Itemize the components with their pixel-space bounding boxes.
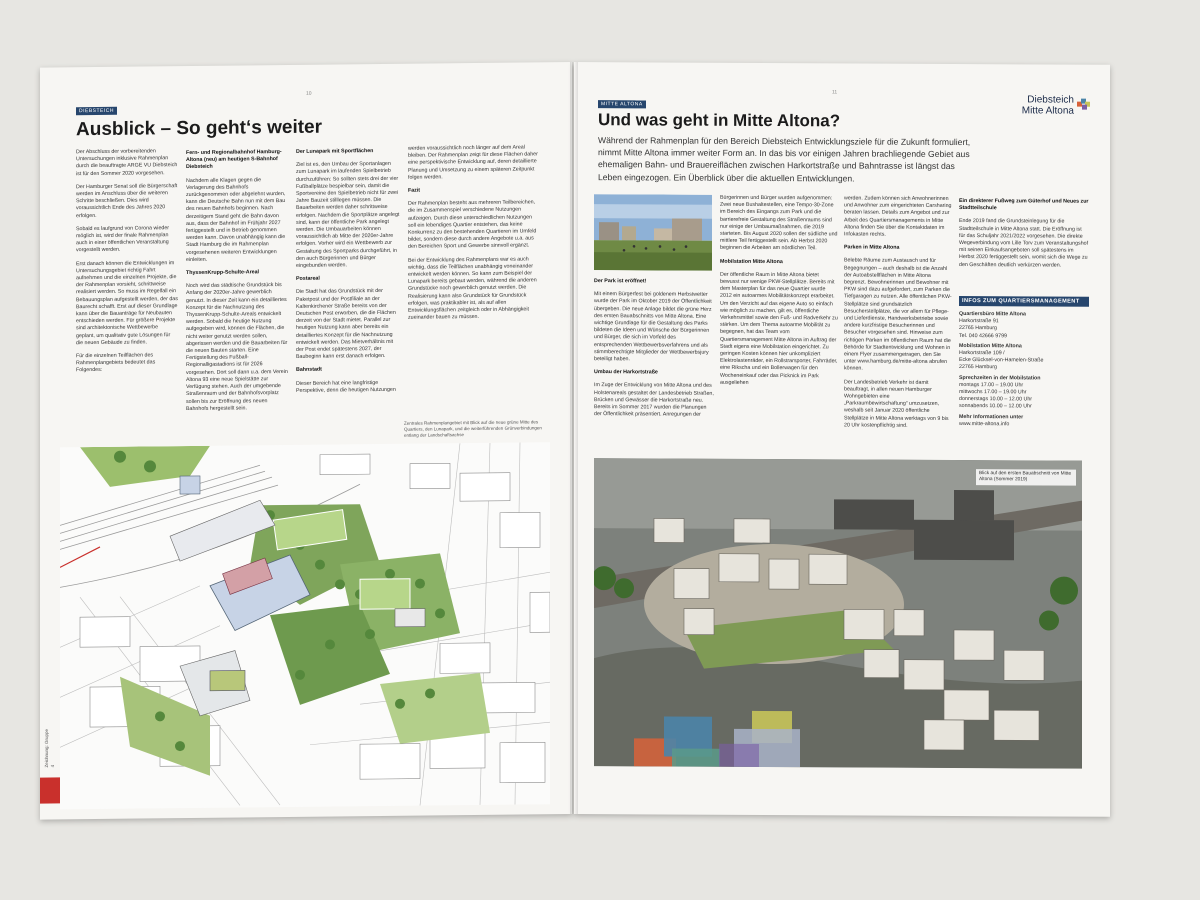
park-photo	[594, 194, 712, 271]
info-line: montags 17.00 – 19.00 Uhr	[959, 381, 1024, 389]
right-page	[574, 62, 1110, 817]
text-column-4	[408, 144, 538, 328]
paragraph: Ende 2019 fand die Grundsteinlegung für die Stadtteilschule in Mitte Altona statt. Die Eröffnung ist für das Schuljahr 2021/2022 vorgesehen. Die direkte Wegeverbindung vom Lille Torv zum Veranstaltungshof mit seinen Einkaufsangeboten soll spätestens im Herbst 2020 fertiggestellt sein, womit sich die Wege zu den Geschäften deutlich verkürzen werden.	[959, 218, 1089, 269]
info-line: Harkortstraße 91	[959, 318, 999, 325]
info-line: 22765 Hamburg	[959, 364, 997, 371]
info-heading: Quartiersbüro Mitte Altona	[959, 311, 1026, 318]
subheading: Fazit	[408, 187, 421, 194]
page-title: Und was geht in Mitte Altona?	[598, 110, 841, 131]
section-tag: DIEBSTEICH	[76, 107, 117, 115]
subheading: Der Park ist eröffnet!	[594, 278, 647, 285]
info-line: sonnabends 10.00 – 12.00 Uhr	[959, 403, 1032, 410]
paragraph: Für die einzelnen Teilflächen des Rahmenplangebiets bedeutet das Folgendes:	[76, 352, 156, 374]
aerial-photo	[594, 458, 1082, 769]
brand-logo	[1022, 94, 1074, 116]
aerial-caption: Blick auf den ersten Bauabschnitt von Mitte Altona (Sommer 2019)	[976, 469, 1076, 486]
text-column-1	[594, 276, 714, 425]
info-line: Tel. 040 42666 9799	[959, 332, 1008, 339]
info-line: Harkortstraße 109 /	[959, 350, 1005, 357]
paragraph: Bürgerinnen und Bürger wurden aufgenommen: Zwei neue Bushaltestellen, eine Tempo-30-Zone im Bereich des Eingangs zum Park und die barrierefreie Gestaltung des Straßenraums sind nur einige der Umbaumaßnahmen, die 2019 starteten. Bis August 2020 sollen der südliche und mittlere Teil fertiggestellt sein. Ab Herbst 2020 beginnen die Arbeiten am nördlichen Teil.	[720, 194, 838, 252]
subheading: Postareal	[296, 275, 320, 283]
subheading: Umbau der Harkortstraße	[594, 369, 658, 376]
paragraph: Der Hamburger Senat soll die Bürgerschaft werden im Anschluss über die weiteren Schritte beschließen. Dies wird voraussichtlich Ende des Jahres 2020 erfolgen.	[76, 182, 178, 219]
info-line: donnerstags 10.00 – 12.00 Uhr	[959, 396, 1033, 403]
paragraph: werden voraussichtlich noch länger auf dem Areal bleiben. Der Rahmenplan zeigt für diese Flächen daher eine perspektivische Entwicklung auf, deren detaillierte Planung und Umsetzung zu einem späteren Zeitpunkt folgen werden.	[408, 144, 538, 181]
masterplan-illustration	[60, 442, 550, 809]
paragraph: Der Abschluss der vorbereitenden Untersuchungen inklusive Rahmenplan durch die beauftragte ARGE VU Diebsteich ist für den Sommer 2020 vorgesehen.	[76, 148, 178, 177]
paragraph: Mit einem Bürgerfest bei goldenem Herbstwetter wurde der Park im Oktober 2019 der Öffentlichkeit übergeben. Die neue Anlage bildet die grüne Herz des ersten Bauabschnitts von Mitte Altona. Eine wichtige Grundlage für die Gestaltung des Parks bildeten die Ideen und Wünsche der Bürgerinnen und Bürger, die sich im Vorfeld des entsprechenden Wettbewerbsverfahrens und als stimmberechtigte Mitglieder der Wettbewerbsjury beteiligt haben.	[594, 291, 712, 363]
paragraph: Noch wird das städtische Grundstück bis Anfang der 2020er-Jahre gewerblich genutzt. In dieser Zeit kann ein detailliertes Konzept für die Nachnutzung des ThyssenKrupp-Schulte-Areals entwickelt werden. Sobald die heutige Nutzung aufgegeben wird, können die Flächen, die nicht weiter genutzt werden sollen, abgerissen werden und die Bauarbeiten für die neuen Bauten starten. Eine Fertigstellung des Fußball-Regionalligastadions ist für 2026 vorgesehen. Dort soll dann u.a. dem Verein Altona 93 eine neue Spielstätte zur Verfügung stehen. Auch der umgebende Straßenraum und der Bahnhofsvorplatz sollen bis zur Eröffnung des neuen Bahnhofs hergestellt sein.	[186, 282, 288, 412]
page-number: 11	[832, 89, 838, 96]
paragraph: Bei der Entwicklung des Rahmenplans war es auch wichtig, dass die Teilflächen unabhängig voneinander entwickelt werden können. So kann zum Beispiel der Lunapark bereits gebaut werden, während die anderen Grundstücke noch gewerblich genutzt werden. Die Realisierung kann also Grundstück für Grundstück erfolgen, was praktikabler ist, als auf allen Entwicklungsflächen zeitgleich oder in Abhängigkeit zueinander bauen zu müssen.	[408, 256, 537, 321]
newspaper-spread	[40, 62, 1110, 814]
text-column-3	[844, 195, 954, 436]
map-caption: Zentrales Rahmenplangebiet mit Blick auf die neue grüne Mitte des Quartiers, den Lunapark, und die weiterführenden Grünverbindungen entlang der Landschaftsachse	[404, 419, 542, 438]
text-column-2	[720, 195, 838, 394]
paragraph: Belebte Räume zum Austausch und für Begegnungen – auch deshalb ist die Anzahl der Autoabstellflächen in Mitte Altona begrenzt. Bewohnerinnen und Bewohner mit PKW sind dazu aufgefordert, zum Parken die Tiefgaragen zu nutzen. Alle öffentlichen PKW-Stellplätze sind grundsätzlich Besucherstellplätze, die vor allem für Pflege- und Lieferdienste, Handwerksbetriebe sowie andere kurzfristige Besucherinnen und Besucher vorgesehen sind. Hinweise zum richtigen Parken im öffentlichen Raum hat die Behörde für Stadtentwicklung und Wohnen in einem Flyer zusammengetragen, den Sie unter www.hamburg.de/mitte-altona abrufen können.	[844, 257, 952, 372]
subheading: Der Lunapark mit Sportflächen	[296, 148, 374, 155]
paragraph: Im Zuge der Entwicklung von Mitte Altona und des Holstenareals gestaltet der Landesbetrieb Straßen, Brücken und Gewässer die Harkortstraße neu. Bereits im Sommer 2017 wurden die Planungen der Öffentlichkeit präsentiert. Anregungen der	[594, 382, 714, 418]
page-title: Ausblick – So geht‘s weiter	[76, 116, 323, 141]
paragraph: Der öffentliche Raum in Mitte Altona bietet bewusst nur wenige PKW-Stellplätze. Bereits mit dem Masterplan für das neue Quartier wurde 2012 ein autoarmes Mobilitätskonzept erarbeitet. Um den Verzicht auf das eigene Auto so einfach wie möglich zu machen, gilt es, öffentliche Verkehrsmittel sowie den Fuß- und Radverkehr zu stärken. Um dem Thema autoarme Mobilität zu begegnen, hat das Team vom Quartiersmanagement Mitte Altona im Auftrag der Stadt eigens eine Mobilstation eingerichtet. Zu geringen Kosten können hier unkompliziert Elektrolastenräder, ein Rollstrarsporter, Fahrräder, eine Rikscha und ein Bollerwagen für den Wocheneinkauf oder das Picknick im Park ausgeliehen	[720, 271, 838, 386]
map-credit: Zeichnung: Gruppe 4	[44, 728, 55, 768]
info-box	[959, 296, 1089, 429]
subheading: Ein direkterer Fußweg zum Güterhof und Neues zur Stadtteilschule	[959, 198, 1089, 212]
text-column-1	[76, 148, 178, 381]
info-heading: Mobilstation Mitte Altona	[959, 342, 1022, 350]
red-corner-mark	[40, 777, 60, 803]
text-column-4	[959, 196, 1089, 276]
text-column-2	[186, 147, 288, 419]
logo-line-1: Diebsteich	[1027, 94, 1074, 106]
paragraph: werden. Zudem können sich Anwohnerinnen und Anwohner zum eingerichteten Carsharing beraten lassen. Details zum Angebot und zur Arbeit des Quartiersmanagements in Mitte Altona finden Sie über die Kontaktdaten im Infokasten rechts.	[844, 195, 952, 238]
paragraph: Sobald es laufgrund von Corona wieder möglich ist, wird der finale Rahmenplan auch in einer öffentlichen Veranstaltung vorgestellt werden.	[76, 225, 170, 254]
info-line: www.mitte-altona.info	[959, 420, 1010, 428]
info-box-body	[959, 306, 1089, 429]
subheading: Fern- und Regionalbahnhof Hamburg-Altona (neu) am heutigen S-Bahnhof Diebsteich	[186, 149, 282, 171]
paragraph: Ziel ist es, den Umbau der Sportanlagen zum Lunapark im laufenden Spielbetrieb durchzuführen: So sollten stets drei der vier Fußballplätze bespielbar sein, damit die Sportvereine den Spielbetrieb nicht für zwei Jahre Bauzeit stilllegen müssen. Die Bauarbeiten werden daher schrittweise erfolgen. Nachdem die Sportplätze angelegt sind, kann der öffentliche Park angelegt werden. Die Umbauarbeiten können voraussichtlich ab Mitte der 2020er-Jahre erfolgen. Vorher wird ein Wettbewerb zur Gestaltung des Sportparks durchgeführt, in den auch Bürgerinnen und Bürger eingebunden werden.	[296, 161, 400, 269]
info-heading: Mehr Informationen unter	[959, 413, 1024, 420]
page-number: 10	[306, 90, 312, 97]
section-tag: MITTE ALTONA	[598, 100, 646, 108]
page-fold	[570, 62, 578, 814]
paragraph: Der Rahmenplan besteht aus mehreren Teilbereichen, die im Zusammenspiel verschiedene Nutzungen aufzeigen. Durch diese unterschiedlichen Nutzungen soll ein lebendiges Quartier entstehen, das keine Konkurrenz zu den bestehenden Quartieren im Umfeld bildet, sondern diese durch andere Angebote u.a. aus den Bereichen Sport und Gewerbe sinnvoll ergänzt.	[408, 199, 537, 251]
info-line: mittwochs 17.00 – 19.00 Uhr	[959, 389, 1027, 396]
subheading: ThyssenKrupp-Schulte-Areal	[186, 269, 259, 277]
cubes-icon	[1076, 97, 1092, 111]
paragraph: Der Landesbetrieb Verkehr ist damit beauftragt, in allen neuen Hamburger Wohngebieten eine „Parkraumbewirtschaftung“ umzusetzen, weshalb seit Januar 2020 öffentliche Stellplätze in Mitte Altona werktags von 9 bis 20 Uhr kostenpflichtig sind.	[844, 379, 949, 429]
info-heading: Sprechzeiten in der Mobilstation	[959, 374, 1041, 382]
info-box-title: INFOS ZUM QUARTIERSMANAGEMENT	[959, 296, 1089, 307]
subheading: Parken in Mitte Altona	[844, 244, 900, 251]
paragraph: Die Stadt hat das Grundstück mit der Paketpost und der Postfiliale an der Kaltenkirchener Straße bereits von der Deutschen Post erworben, die die Flächen derzeit von der Stadt mietet. Parallel zur heutigen Nutzung kann aber bereits ein detailliertes Konzept für die Nachnutzung entwickelt werden. Das Mietverhältnis mit der Post endet spätestens 2027, der Baubeginn kann erst danach erfolgen.	[296, 288, 396, 361]
info-line: 22765 Hamburg	[959, 325, 997, 332]
left-page	[40, 62, 572, 820]
logo-line-2: Mitte Altona	[1021, 105, 1074, 117]
lead-paragraph: Während der Rahmenplan für den Bereich Diebsteich Entwicklungsziele für die Zukunft formuliert, nimmt Mitte Altona immer weiter Form an. In das bis vor einigen Jahren brachliegende Gebiet aus ehemaligen Bahn- und Brauereiflächen zwischen Harkortstraße und Bahntrasse ist längst das Leben eingezogen. Ein Überblick über die aktuellen Entwicklungen.	[598, 135, 971, 184]
paragraph: Erst danach können die Entwicklungen im Untersuchungsgebiet richtig Fahrt aufnehmen und die einzelnen Projekte, die der Rahmenplan vorsieht, schrittweise realisiert werden. So muss im Regelfall ein Bebauungsplan aufgestellt werden, der das Baurecht schafft. Erst auf dieser Grundlage kann über die Bauanträge für Neubauten entschieden werden. Für größere Projekte sind architektonische Wettbewerbe geplant, um qualitativ gute Lösungen für die neuen Gebäude zu finden.	[76, 259, 178, 347]
text-column-3	[296, 146, 400, 401]
subheading: Mobilstation Mitte Altona	[720, 258, 783, 265]
paragraph: Dieser Bereich hat eine langfristige Perspektive, denn die heutigen Nutzungen	[296, 379, 396, 394]
paragraph: Nachdem alle Klagen gegen die Verlagerung des Bahnhofs zurückgenommen oder abgelehnt wurden, kann die Deutsche Bahn nun mit dem Bau des neuen Bahnhofs beginnen. Nach derzeitigem Stand geht die Bahn davon aus, dass der Bahnhof im Frühjahr 2027 fertiggestellt und in Betrieb genommen werden kann. Davon unabhängig kann die Stadt Hamburg die im Rahmenplan vorgesehenen weiteren Entwicklungen einleiten.	[186, 176, 286, 263]
subheading: Bahnstadt	[296, 367, 322, 374]
info-line: Ecke Glücksel-von-Hamelen-Straße	[959, 357, 1044, 364]
